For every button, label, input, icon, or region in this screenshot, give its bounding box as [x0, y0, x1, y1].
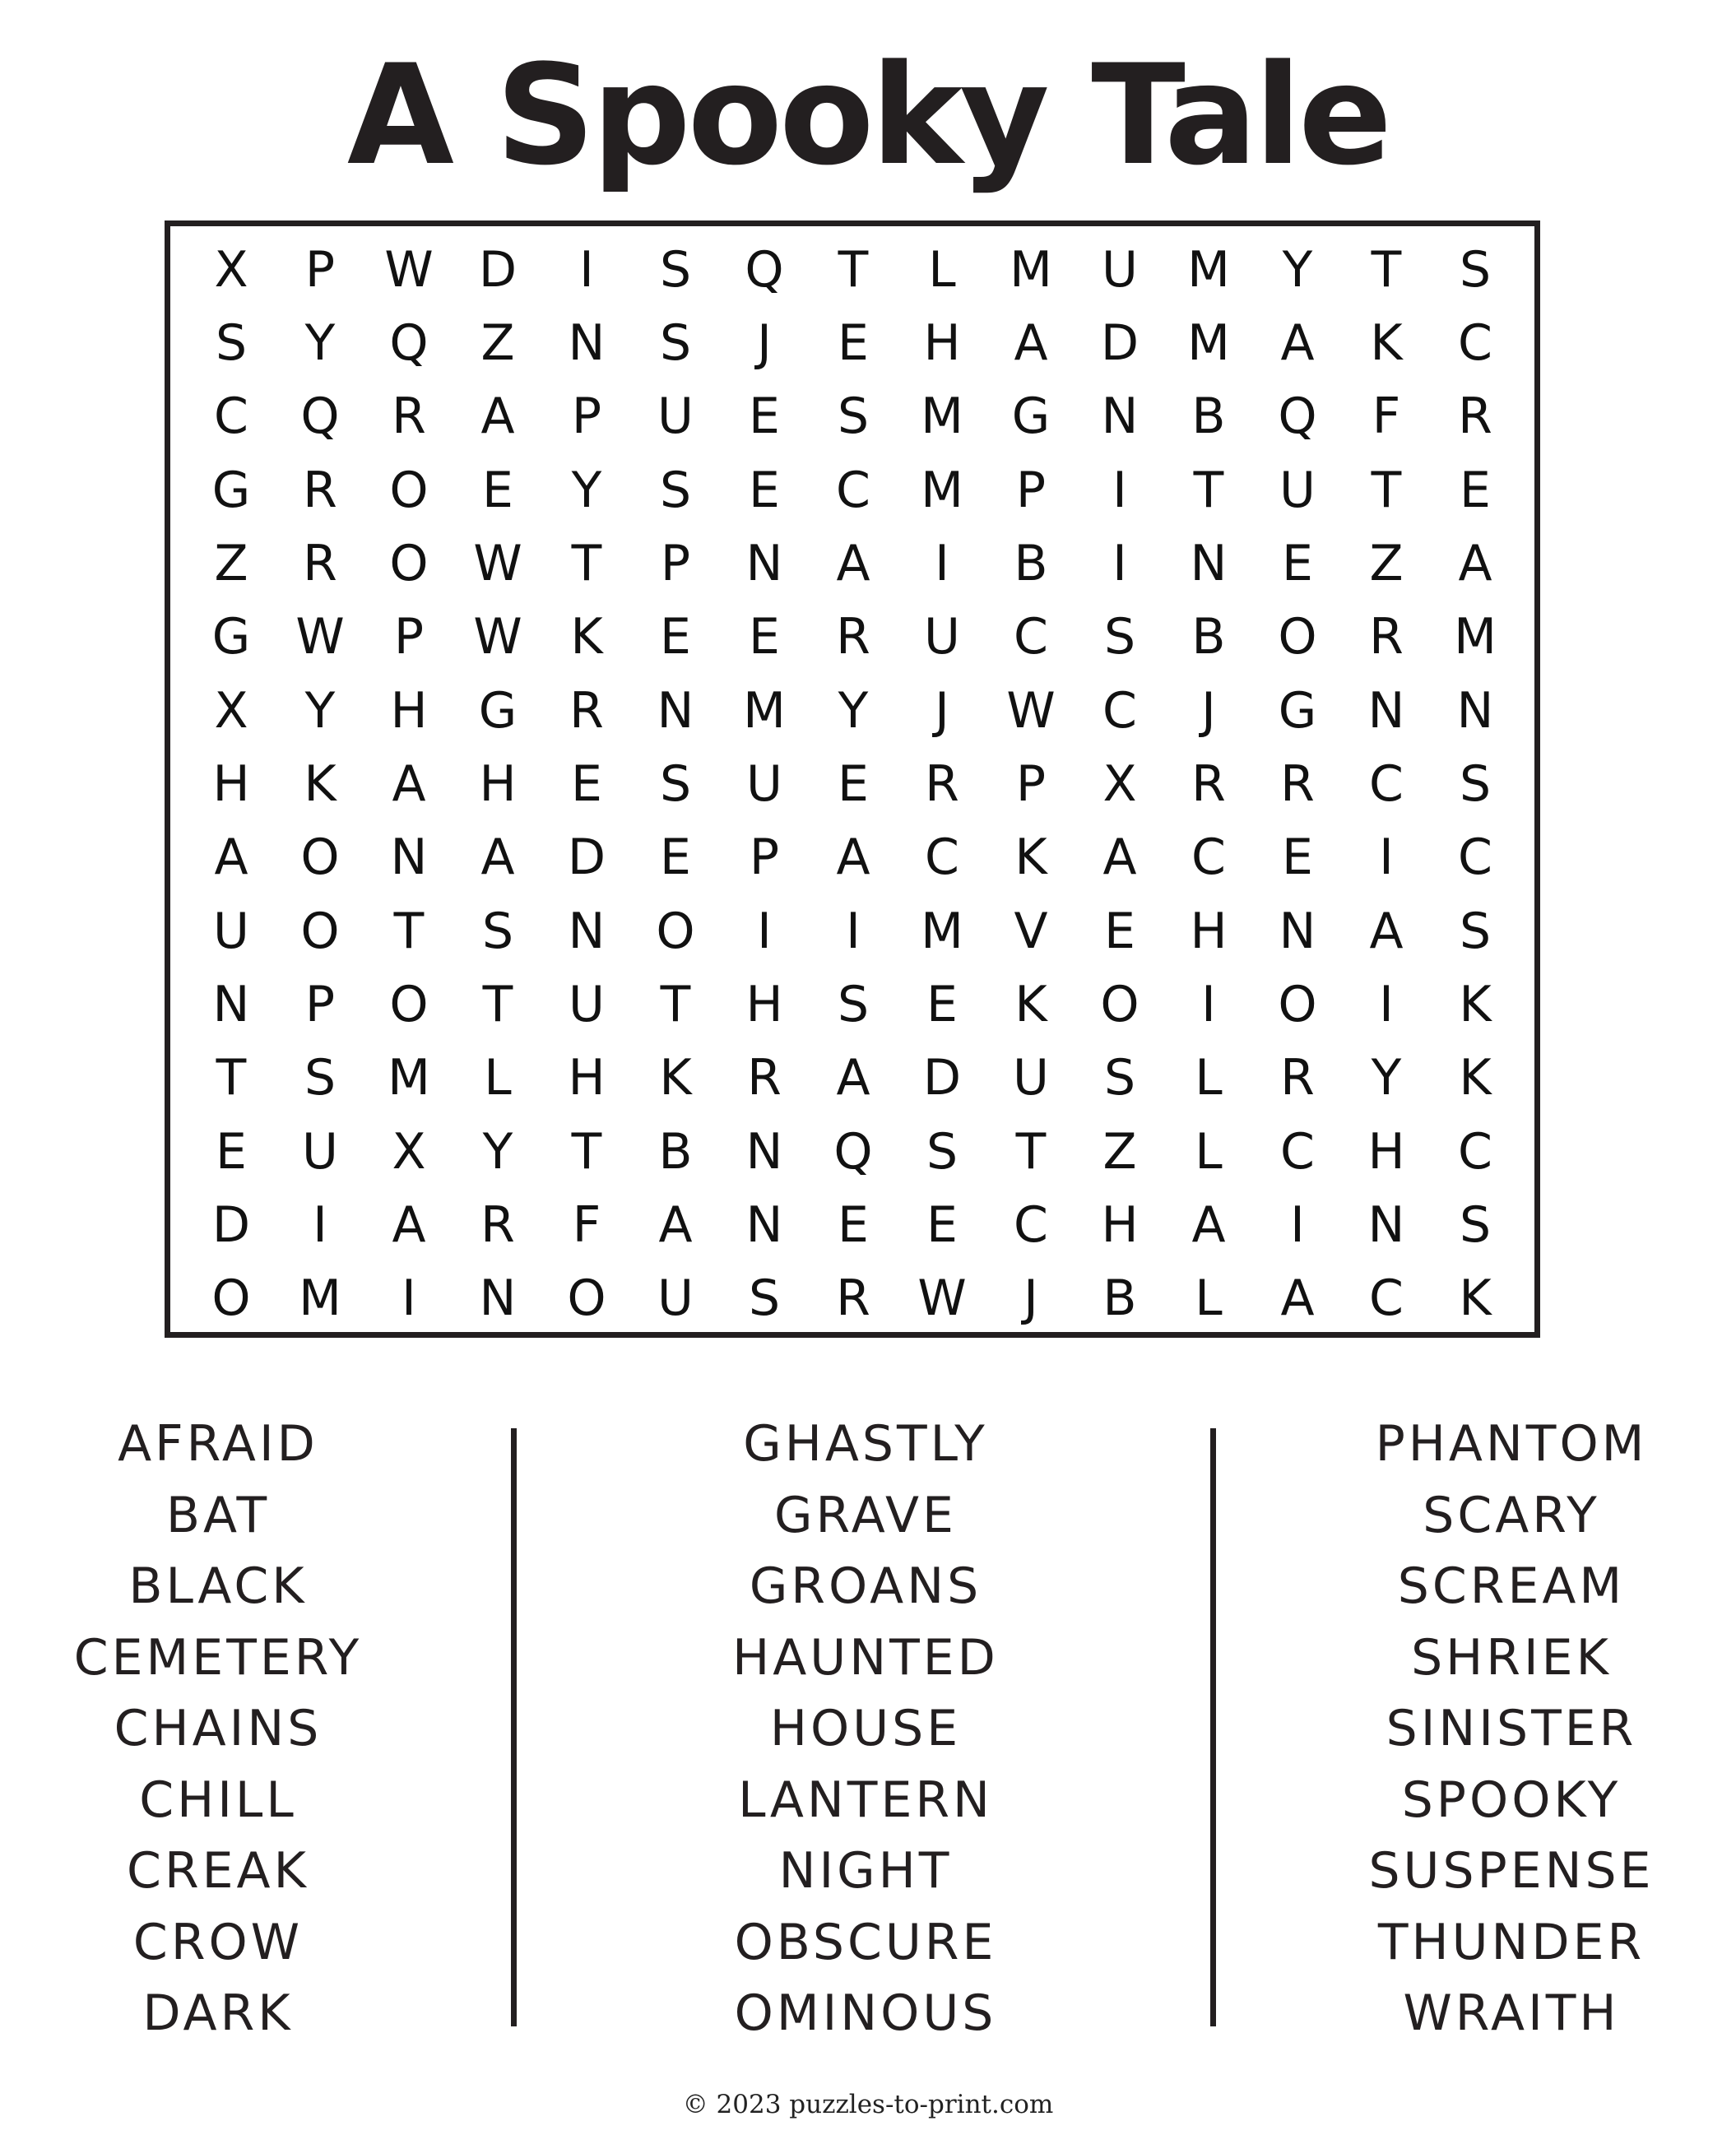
grid-letter: H [923, 313, 961, 372]
grid-letter: B [1191, 608, 1226, 666]
grid-letter: E [1460, 461, 1491, 519]
grid-letter: R [925, 754, 959, 813]
grid-letter: R [303, 461, 337, 519]
grid-letter: T [571, 534, 602, 592]
grid-letter: J [757, 313, 772, 372]
grid-letter: A [836, 534, 870, 592]
grid-letter: I [579, 240, 594, 299]
grid-letter: B [1014, 534, 1048, 592]
grid-letter: R [836, 1269, 870, 1328]
word-list-item: CEMETERY [73, 1628, 363, 1687]
grid-letter: Q [745, 240, 784, 299]
grid-letter: D [567, 828, 606, 887]
grid-letter: A [214, 828, 248, 887]
letter-grid [165, 220, 1540, 1338]
grid-letter: R [392, 388, 426, 446]
grid-letter: N [745, 1195, 783, 1254]
grid-letter: N [212, 975, 250, 1033]
grid-letter: E [749, 388, 780, 446]
grid-letter: N [390, 828, 428, 887]
column-divider [511, 1428, 517, 2026]
column-divider [1210, 1428, 1216, 2026]
grid-letter: O [389, 461, 429, 519]
grid-letter: U [746, 754, 782, 813]
grid-letter: H [1190, 902, 1228, 960]
word-list-item: CREAK [127, 1842, 309, 1900]
grid-letter: M [1187, 313, 1230, 372]
grid-letter: E [838, 1195, 869, 1254]
grid-letter: I [846, 902, 861, 960]
grid-letter: W [917, 1269, 967, 1328]
grid-letter: P [304, 240, 336, 299]
grid-letter: C [1369, 754, 1404, 813]
grid-letter: E [749, 461, 780, 519]
grid-letter: E [926, 975, 958, 1033]
word-list-item: CROW [132, 1913, 304, 1971]
grid-letter: S [1103, 608, 1136, 666]
grid-letter: T [1193, 461, 1224, 519]
grid-letter: K [1370, 313, 1403, 372]
grid-letter: M [921, 902, 963, 960]
grid-letter: J [1023, 1269, 1038, 1328]
grid-letter: M [1454, 608, 1497, 666]
grid-letter: U [657, 1269, 694, 1328]
grid-letter: I [1112, 461, 1127, 519]
grid-letter: M [743, 681, 786, 740]
grid-letter: N [568, 902, 606, 960]
grid-letter: Y [838, 681, 869, 740]
grid-letter: R [1191, 754, 1226, 813]
grid-letter: N [568, 313, 606, 372]
grid-letter: H [479, 754, 517, 813]
grid-letter: P [393, 608, 425, 666]
grid-letter: Q [1278, 388, 1317, 446]
grid-letter: A [1102, 828, 1137, 887]
grid-letter: A [1191, 1195, 1226, 1254]
grid-letter: O [389, 534, 429, 592]
grid-letter: I [1112, 534, 1127, 592]
grid-letter: G [1011, 388, 1051, 446]
word-list-item: AFRAID [118, 1415, 318, 1473]
grid-letter: Y [571, 461, 602, 519]
grid-letter: P [1015, 754, 1047, 813]
grid-letter: C [925, 828, 959, 887]
grid-letter: S [1459, 902, 1492, 960]
grid-letter: E [660, 828, 691, 887]
grid-letter: I [1379, 828, 1394, 887]
grid-letter: S [1459, 240, 1492, 299]
grid-letter: A [1458, 534, 1492, 592]
grid-letter: B [1191, 388, 1226, 446]
grid-letter: L [1195, 1049, 1223, 1107]
page-title: A Spooky Tale [346, 35, 1390, 196]
grid-letter: T [482, 975, 513, 1033]
grid-letter: U [1102, 240, 1138, 299]
word-list-column-3 [1281, 1409, 1736, 2049]
grid-letter: G [1278, 681, 1317, 740]
word-list-item: NIGHT [778, 1842, 953, 1900]
grid-letter: E [216, 1122, 247, 1181]
grid-letter: R [569, 681, 604, 740]
grid-letter: Y [1371, 1049, 1402, 1107]
grid-letter: B [658, 1122, 693, 1181]
grid-letter: S [837, 388, 870, 446]
letter-grid-cells [187, 233, 1520, 1335]
grid-letter: K [1014, 975, 1047, 1033]
word-list-column-1 [0, 1409, 448, 2049]
grid-letter: R [1458, 388, 1492, 446]
grid-letter: U [569, 975, 605, 1033]
grid-letter: M [921, 388, 963, 446]
grid-letter: Y [1282, 240, 1313, 299]
grid-letter: T [1015, 1122, 1047, 1181]
grid-letter: Y [304, 681, 336, 740]
grid-letter: K [659, 1049, 692, 1107]
grid-letter: R [747, 1049, 782, 1107]
grid-letter: W [295, 608, 345, 666]
grid-letter: C [1014, 1195, 1048, 1254]
grid-letter: O [656, 902, 695, 960]
grid-letter: A [480, 388, 515, 446]
grid-letter: X [392, 1122, 426, 1181]
grid-letter: S [659, 754, 692, 813]
grid-letter: N [745, 534, 783, 592]
grid-letter: F [1372, 388, 1401, 446]
grid-letter: A [1280, 313, 1315, 372]
grid-letter: M [388, 1049, 430, 1107]
grid-letter: N [1101, 388, 1139, 446]
grid-letter: Q [300, 388, 340, 446]
grid-letter: E [1282, 828, 1313, 887]
grid-letter: O [211, 1269, 251, 1328]
grid-letter: R [1280, 1049, 1315, 1107]
grid-letter: R [480, 1195, 515, 1254]
grid-letter: E [838, 313, 869, 372]
grid-letter: G [211, 608, 251, 666]
grid-letter: J [935, 681, 949, 740]
grid-letter: Z [214, 534, 248, 592]
grid-letter: E [482, 461, 513, 519]
grid-letter: I [402, 1269, 416, 1328]
word-list-item: SCREAM [1397, 1557, 1626, 1615]
grid-letter: I [1290, 1195, 1305, 1254]
grid-letter: E [1104, 902, 1135, 960]
grid-letter: K [1459, 975, 1492, 1033]
word-list-item: SINISTER [1386, 1700, 1637, 1757]
grid-letter: A [1369, 902, 1404, 960]
word-list-item: SCARY [1423, 1486, 1600, 1544]
grid-letter: I [757, 902, 772, 960]
grid-letter: O [300, 902, 340, 960]
grid-letter: X [214, 681, 248, 740]
grid-letter: U [1013, 1049, 1049, 1107]
grid-letter: O [1100, 975, 1140, 1033]
grid-letter: C [1191, 828, 1226, 887]
grid-letter: N [657, 681, 694, 740]
word-list-item: CHILL [139, 1771, 297, 1829]
grid-letter: U [657, 388, 694, 446]
word-list-item: THUNDER [1377, 1913, 1645, 1971]
grid-letter: H [1367, 1122, 1405, 1181]
grid-letter: F [572, 1195, 601, 1254]
grid-letter: A [392, 1195, 426, 1254]
grid-letter: M [1187, 240, 1230, 299]
grid-letter: X [1102, 754, 1137, 813]
grid-letter: O [567, 1269, 606, 1328]
word-list-item: SUSPENSE [1368, 1842, 1655, 1900]
grid-letter: W [1006, 681, 1056, 740]
grid-letter: A [836, 828, 870, 887]
grid-letter: N [745, 1122, 783, 1181]
grid-letter: D [922, 1049, 962, 1107]
word-list-item: SPOOKY [1401, 1771, 1622, 1829]
grid-letter: X [214, 240, 248, 299]
grid-letter: C [836, 461, 870, 519]
word-list-item: OMINOUS [734, 1984, 997, 2042]
copyright-footer: © 2023 puzzles-to-print.com [682, 2090, 1054, 2119]
grid-letter: K [1014, 828, 1047, 887]
grid-letter: R [1369, 608, 1404, 666]
grid-letter: N [479, 1269, 517, 1328]
grid-letter: O [389, 975, 429, 1033]
grid-letter: S [481, 902, 514, 960]
word-list-item: OBSCURE [734, 1913, 997, 1971]
grid-letter: K [1459, 1269, 1492, 1328]
word-list-item: DARK [142, 1984, 294, 2042]
grid-letter: G [478, 681, 518, 740]
word-list-column-2 [635, 1409, 1096, 2049]
grid-letter: I [1379, 975, 1394, 1033]
grid-letter: S [926, 1122, 959, 1181]
grid-letter: P [749, 828, 780, 887]
grid-letter: L [484, 1049, 512, 1107]
grid-letter: V [1014, 902, 1048, 960]
grid-letter: S [215, 313, 248, 372]
grid-letter: A [480, 828, 515, 887]
grid-letter: P [1015, 461, 1047, 519]
grid-letter: Z [1102, 1122, 1137, 1181]
grid-letter: N [1367, 681, 1405, 740]
grid-letter: Y [304, 313, 336, 372]
grid-letter: Z [1369, 534, 1404, 592]
grid-letter: R [303, 534, 337, 592]
grid-letter: O [1278, 608, 1317, 666]
word-list-item: HAUNTED [732, 1628, 999, 1687]
word-list-item: CHAINS [114, 1700, 323, 1757]
grid-letter: E [660, 608, 691, 666]
grid-letter: T [660, 975, 691, 1033]
grid-letter: S [659, 240, 692, 299]
grid-letter: E [1282, 534, 1313, 592]
word-list-item: SHRIEK [1411, 1628, 1612, 1687]
grid-letter: U [924, 608, 960, 666]
grid-letter: N [1279, 902, 1316, 960]
grid-letter: J [1201, 681, 1216, 740]
grid-letter: S [748, 1269, 781, 1328]
word-list-item: BLACK [128, 1557, 308, 1615]
grid-letter: L [1195, 1122, 1223, 1181]
grid-letter: L [928, 240, 956, 299]
grid-letter: Q [833, 1122, 873, 1181]
grid-letter: P [571, 388, 602, 446]
word-list-item: HOUSE [769, 1700, 962, 1757]
grid-letter: U [1279, 461, 1316, 519]
grid-letter: U [213, 902, 249, 960]
grid-letter: T [216, 1049, 247, 1107]
word-list-item: LANTERN [738, 1771, 993, 1829]
grid-letter: L [1195, 1269, 1223, 1328]
grid-letter: S [1459, 1195, 1492, 1254]
grid-letter: A [836, 1049, 870, 1107]
grid-letter: A [1280, 1269, 1315, 1328]
grid-letter: G [211, 461, 251, 519]
grid-letter: D [478, 240, 518, 299]
grid-letter: S [659, 313, 692, 372]
grid-letter: K [570, 608, 603, 666]
grid-letter: T [1371, 461, 1402, 519]
grid-letter: U [302, 1122, 338, 1181]
grid-letter: S [1459, 754, 1492, 813]
grid-letter: I [935, 534, 949, 592]
grid-letter: H [1101, 1195, 1139, 1254]
grid-letter: B [1102, 1269, 1137, 1328]
grid-letter: I [1201, 975, 1216, 1033]
grid-letter: K [304, 754, 337, 813]
word-list-item: GHASTLY [743, 1415, 988, 1473]
grid-letter: N [1367, 1195, 1405, 1254]
grid-letter: E [749, 608, 780, 666]
grid-letter: T [393, 902, 425, 960]
grid-letter: D [1100, 313, 1140, 372]
word-list-item: GROANS [749, 1557, 982, 1615]
grid-letter: A [1014, 313, 1048, 372]
grid-letter: R [836, 608, 870, 666]
grid-letter: E [926, 1195, 958, 1254]
grid-letter: S [1103, 1049, 1136, 1107]
grid-letter: C [1280, 1122, 1315, 1181]
grid-letter: P [660, 534, 691, 592]
grid-letter: C [1458, 1122, 1492, 1181]
grid-letter: C [1102, 681, 1137, 740]
grid-letter: I [313, 1195, 327, 1254]
grid-letter: K [1459, 1049, 1492, 1107]
grid-letter: C [1458, 828, 1492, 887]
grid-letter: S [837, 975, 870, 1033]
grid-letter: M [1010, 240, 1052, 299]
grid-letter: H [390, 681, 428, 740]
grid-letter: R [1280, 754, 1315, 813]
grid-letter: E [838, 754, 869, 813]
grid-letter: W [473, 608, 522, 666]
grid-letter: T [1371, 240, 1402, 299]
word-list-item: BAT [165, 1486, 271, 1544]
grid-letter: N [1456, 681, 1494, 740]
grid-letter: M [921, 461, 963, 519]
word-list-item: GRAVE [774, 1486, 957, 1544]
grid-letter: O [1278, 975, 1317, 1033]
grid-letter: C [1369, 1269, 1404, 1328]
grid-letter: N [1190, 534, 1228, 592]
grid-letter: P [304, 975, 336, 1033]
grid-letter: W [473, 534, 522, 592]
word-list-item: WRAITH [1403, 1984, 1620, 2042]
grid-letter: O [300, 828, 340, 887]
grid-letter: T [571, 1122, 602, 1181]
grid-letter: M [299, 1269, 341, 1328]
grid-letter: D [211, 1195, 251, 1254]
grid-letter: C [1458, 313, 1492, 372]
grid-letter: Q [389, 313, 429, 372]
grid-letter: A [658, 1195, 693, 1254]
grid-letter: E [571, 754, 602, 813]
grid-letter: H [568, 1049, 606, 1107]
grid-letter: W [384, 240, 434, 299]
grid-letter: H [212, 754, 250, 813]
word-list-item: PHANTOM [1375, 1415, 1648, 1473]
grid-letter: Y [482, 1122, 513, 1181]
grid-letter: H [745, 975, 783, 1033]
grid-letter: S [304, 1049, 337, 1107]
grid-letter: C [1014, 608, 1048, 666]
grid-letter: Z [480, 313, 515, 372]
grid-letter: A [392, 754, 426, 813]
grid-letter: T [838, 240, 869, 299]
grid-letter: S [659, 461, 692, 519]
grid-letter: C [214, 388, 248, 446]
